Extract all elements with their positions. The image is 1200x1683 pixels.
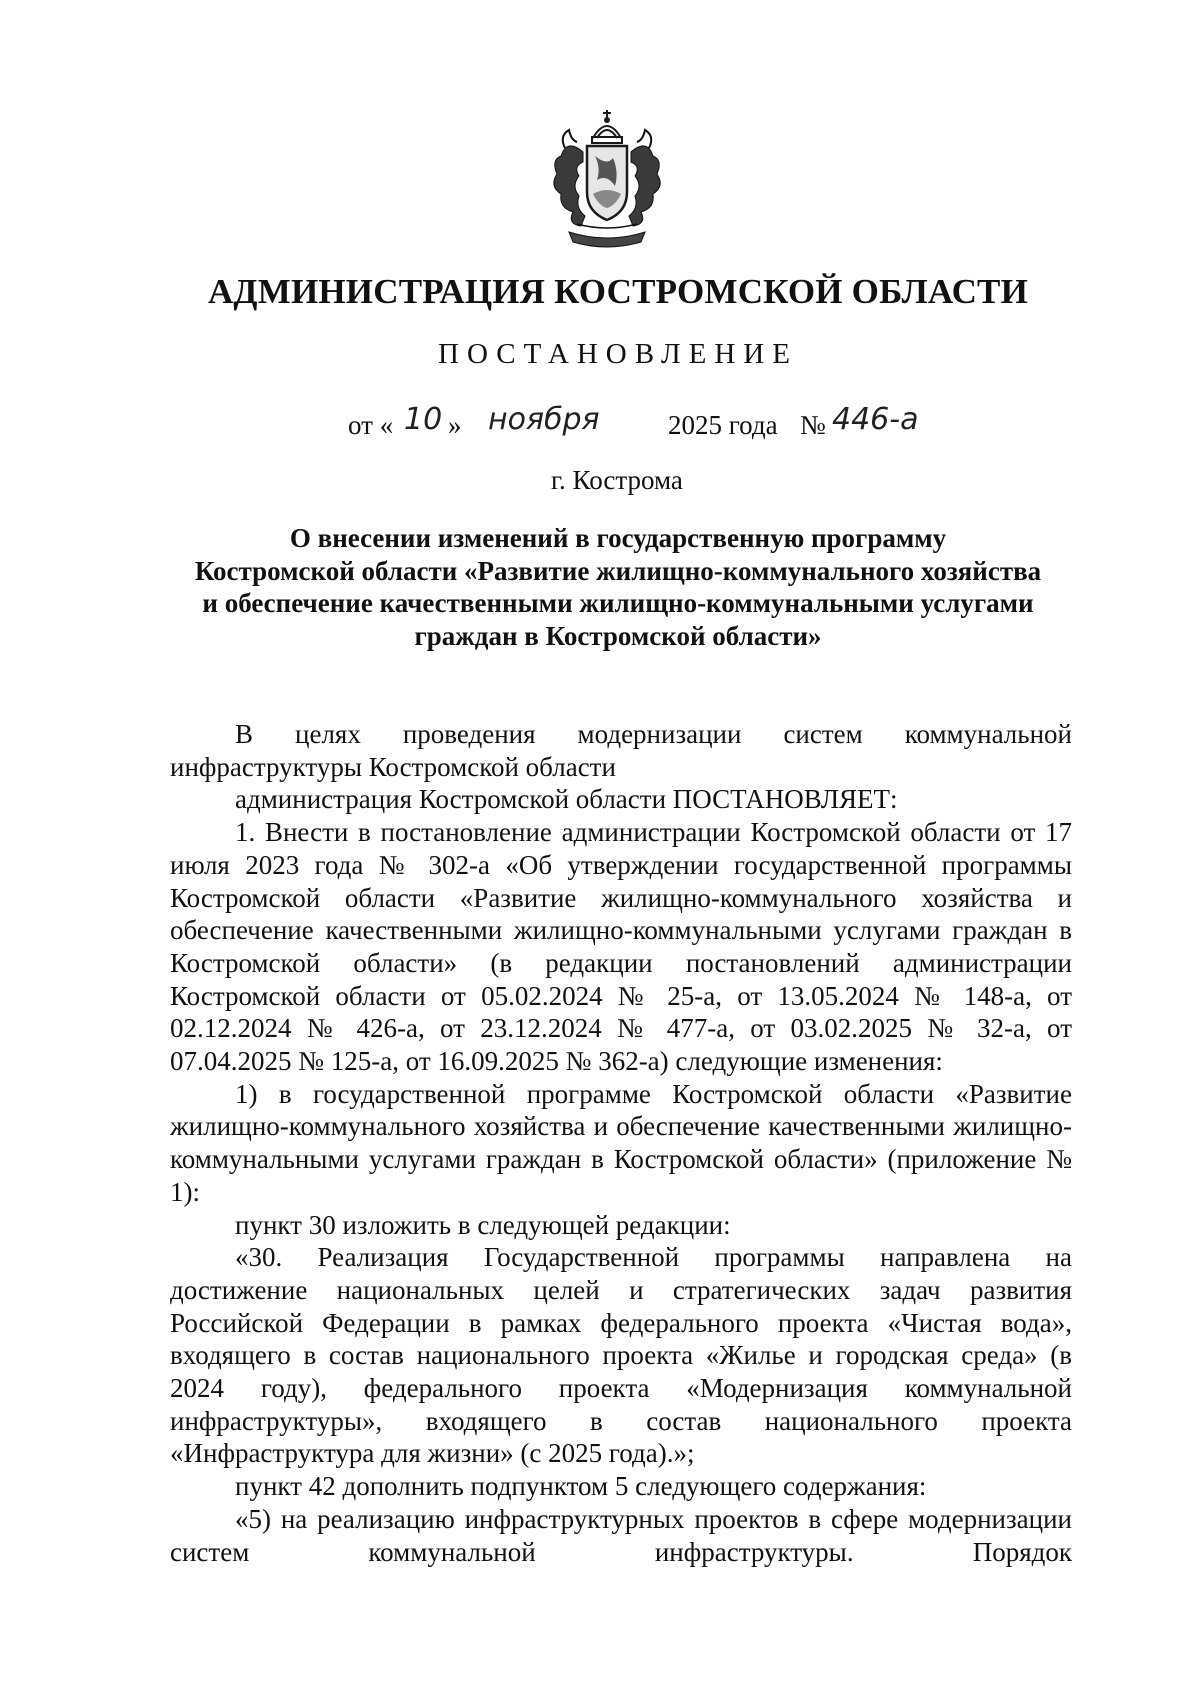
body-paragraph: 1) в государственной программе Костромской области «Развитие жилищно-коммунального хозяйства и обеспечение качественными жилищно-коммунальными услугами граждан в Костромской области» (приложение № 1): — [170, 1078, 1072, 1207]
subject-line: граждан в Костромской области» — [414, 620, 822, 651]
number-sign: № — [800, 410, 826, 440]
document-number-handwritten: 446-а — [832, 402, 919, 437]
body-paragraph: пункт 42 дополнить подпунктом 5 следующего содержания: — [235, 1471, 927, 1502]
subject-line: О внесении изменений в государственную программу — [289, 523, 947, 553]
date-year: 2025 года — [668, 410, 778, 440]
document-type: ПОСТАНОВЛЕНИЕ — [438, 338, 798, 370]
body-paragraph: «5) на реализацию инфраструктурных проектов в сфере модернизации систем коммунальной инфраструктуры. Порядок — [170, 1503, 1072, 1567]
date-close-quote: » — [448, 410, 462, 440]
body-paragraph: пункт 30 изложить в следующей редакции: — [235, 1209, 731, 1240]
document-subject — [150, 522, 1086, 652]
body-paragraph: 1. Внести в постановление администрации Костромской области от 17 июля 2023 года № 302-а «Об утверждении государственной программы Костромской области «Развитие жилищно-коммунального хозяйства и обеспечение качественными жилищно-коммунальными услугами граждан в Костромской области» (в редакции постановлений администрации Костромской области от 05.02.2024 № 25-а, от 13.05.2024 № 148-а, от 02.12.2024 № 426-а, от 23.12.2024 № 477-а, от 03.02.2025 № 32-а, от 07.04.2025 № 125-а, от 16.09.2025 № 362-а) следующие изменения: — [170, 817, 1072, 1077]
city: г. Кострома — [551, 465, 683, 495]
date-prefix: от « — [348, 410, 394, 440]
body-paragraph: В целях проведения модернизации систем коммунальной инфраструктуры Костромской области — [170, 719, 1072, 782]
body-paragraph: администрация Костромской области ПОСТАНОВЛЯЕТ: — [235, 784, 898, 815]
subject-line: и обеспечение качественными жилищно-коммунальными услугами — [202, 588, 1034, 618]
date-line — [0, 400, 1200, 450]
coat-of-arms-emblem — [537, 108, 677, 254]
organization-title: АДМИНИСТРАЦИЯ КОСТРОМСКОЙ ОБЛАСТИ — [207, 272, 1029, 311]
subject-line: Костромской области «Развитие жилищно-коммунального хозяйства — [194, 555, 1042, 586]
date-day-handwritten: 10 — [404, 402, 443, 437]
date-month-handwritten: ноября — [488, 402, 600, 437]
document-body — [170, 718, 1072, 1568]
body-paragraph: «30. Реализация Государственной программы направлена на достижение национальных целей и стратегических задач развития Российской Федерации в рамках федерального проекта «Чистая вода», входящего в состав национального проекта «Жилье и городская среда» (в 2024 году), федерального проекта «Модернизация коммунальной инфраструктуры», входящего в состав национального проекта «Инфраструктура для жизни» (с 2025 года).»; — [170, 1242, 1072, 1469]
